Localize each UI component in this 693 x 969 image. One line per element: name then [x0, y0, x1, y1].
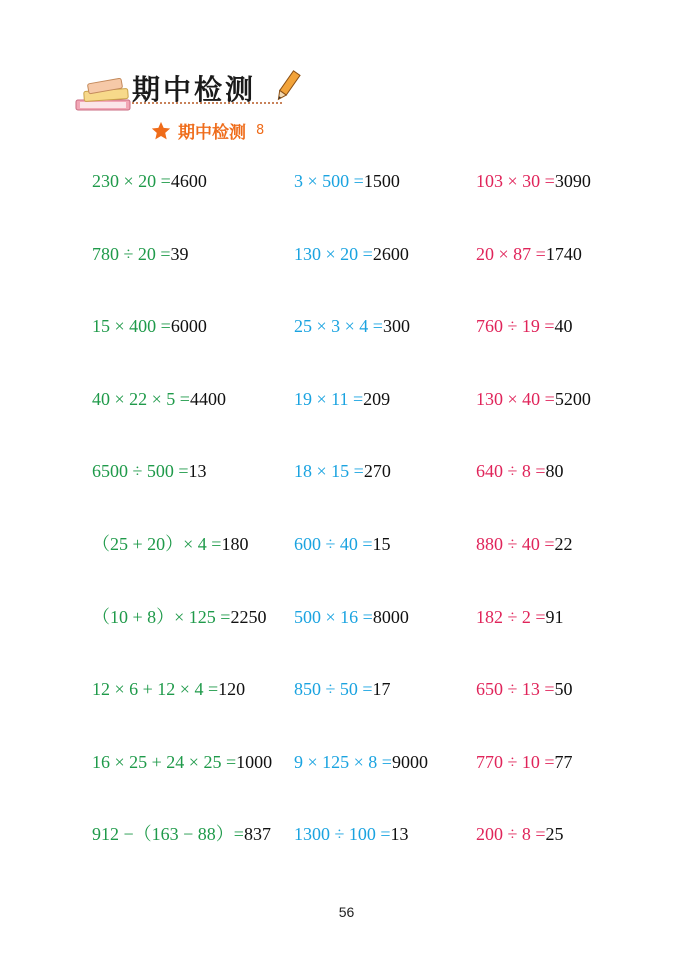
equation-expression: （25 + 20）× 4 = — [92, 534, 222, 554]
equation-answer: 40 — [554, 316, 573, 336]
equation-expression: 15 × 400 = — [92, 316, 171, 336]
equation-expression: 200 ÷ 8 = — [476, 824, 546, 844]
equation-answer: 2250 — [230, 607, 267, 627]
equation-answer: 8000 — [372, 607, 409, 627]
equation-answer: 25 — [545, 824, 564, 844]
equation-expression: 182 ÷ 2 = — [476, 607, 546, 627]
header — [74, 68, 314, 118]
equation-expression: 9 × 125 × 8 = — [294, 752, 392, 772]
equation-expression: 18 × 15 = — [294, 461, 364, 481]
equation-item — [92, 679, 245, 699]
equation-item — [92, 824, 271, 844]
equation-expression: 850 ÷ 50 = — [294, 679, 373, 699]
equation-answer: 270 — [363, 461, 391, 481]
equation-answer: 9000 — [391, 752, 428, 772]
equation-item — [294, 316, 410, 336]
equation-answer: 15 — [372, 534, 391, 554]
equation-item — [92, 316, 207, 336]
equation-item — [294, 679, 391, 699]
equation-expression: 912 −（163 − 88）= — [92, 824, 244, 844]
equation-expression: 650 ÷ 13 = — [476, 679, 555, 699]
equation-expression: 6500 ÷ 500 = — [92, 461, 189, 481]
equation-answer: 180 — [221, 534, 249, 554]
equation-expression: 130 × 20 = — [294, 244, 373, 264]
equation-item — [294, 171, 400, 191]
equation-expression: 770 ÷ 10 = — [476, 752, 555, 772]
equation-answer: 2600 — [372, 244, 409, 264]
equation-answer: 3090 — [554, 171, 591, 191]
equation-item — [92, 607, 266, 627]
equation-item — [92, 171, 207, 191]
equation-answer: 91 — [545, 607, 564, 627]
equation-item — [294, 534, 391, 554]
equation-item — [476, 389, 591, 409]
equation-answer: 13 — [390, 824, 409, 844]
equation-expression: 20 × 87 = — [476, 244, 546, 264]
equation-item — [294, 607, 409, 627]
section-number: 8 — [256, 123, 265, 138]
equation-expression: 16 × 25 + 24 × 25 = — [92, 752, 237, 772]
equation-answer: 17 — [372, 679, 391, 699]
equation-answer: 1500 — [363, 171, 400, 191]
equation-expression: 130 × 40 = — [476, 389, 555, 409]
equation-answer: 837 — [243, 824, 271, 844]
equation-answer: 120 — [218, 679, 246, 699]
books-icon — [74, 78, 136, 114]
equation-expression: 640 ÷ 8 = — [476, 461, 546, 481]
equation-item — [294, 752, 428, 772]
equation-item — [294, 389, 390, 409]
equation-item — [92, 752, 272, 772]
equation-expression: 230 × 20 = — [92, 171, 171, 191]
equation-expression: 12 × 6 + 12 × 4 = — [92, 679, 219, 699]
equation-item — [92, 389, 226, 409]
equation-answer: 5200 — [554, 389, 591, 409]
equation-item — [294, 461, 391, 481]
star-icon — [150, 120, 172, 142]
equation-item — [476, 244, 582, 264]
equation-answer: 1740 — [545, 244, 582, 264]
equation-expression: （10 + 8）× 125 = — [92, 607, 231, 627]
equation-expression: 780 ÷ 20 = — [92, 244, 171, 264]
equation-answer: 22 — [554, 534, 573, 554]
equation-expression: 3 × 500 = — [294, 171, 364, 191]
equation-expression: 19 × 11 = — [294, 389, 364, 409]
title-underline — [132, 102, 282, 104]
equation-item — [294, 824, 409, 844]
equation-expression: 40 × 22 × 5 = — [92, 389, 190, 409]
equation-expression: 500 × 16 = — [294, 607, 373, 627]
equation-item — [476, 824, 564, 844]
equation-item — [476, 171, 591, 191]
equation-expression: 760 ÷ 19 = — [476, 316, 555, 336]
equation-answer: 50 — [554, 679, 573, 699]
pencil-icon — [272, 70, 302, 104]
equation-item — [476, 679, 573, 699]
equation-answer: 80 — [545, 461, 564, 481]
equation-answer: 77 — [554, 752, 573, 772]
equation-item — [92, 461, 207, 481]
section-title: 期中检测 — [178, 123, 246, 143]
equation-answer: 1000 — [236, 752, 273, 772]
section-heading — [150, 118, 264, 142]
equation-expression: 25 × 3 × 4 = — [294, 316, 383, 336]
equation-item — [476, 534, 573, 554]
equation-answer: 209 — [363, 389, 391, 409]
equation-answer: 4600 — [170, 171, 207, 191]
page-title: 期中检测 — [132, 73, 257, 106]
equation-item — [294, 244, 409, 264]
equation-answer: 13 — [188, 461, 207, 481]
equation-item — [92, 244, 189, 264]
equation-item — [476, 316, 573, 336]
equation-expression: 880 ÷ 40 = — [476, 534, 555, 554]
equation-answer: 39 — [170, 244, 189, 264]
equation-item — [476, 607, 564, 627]
page-number: 56 — [338, 904, 355, 920]
equation-item — [476, 752, 573, 772]
equation-expression: 1300 ÷ 100 = — [294, 824, 391, 844]
equation-answer: 6000 — [170, 316, 207, 336]
equation-expression: 103 × 30 = — [476, 171, 555, 191]
equation-answer: 4400 — [189, 389, 226, 409]
equation-item — [476, 461, 564, 481]
equation-answer: 300 — [382, 316, 410, 336]
equation-item — [92, 534, 248, 554]
equation-expression: 600 ÷ 40 = — [294, 534, 373, 554]
